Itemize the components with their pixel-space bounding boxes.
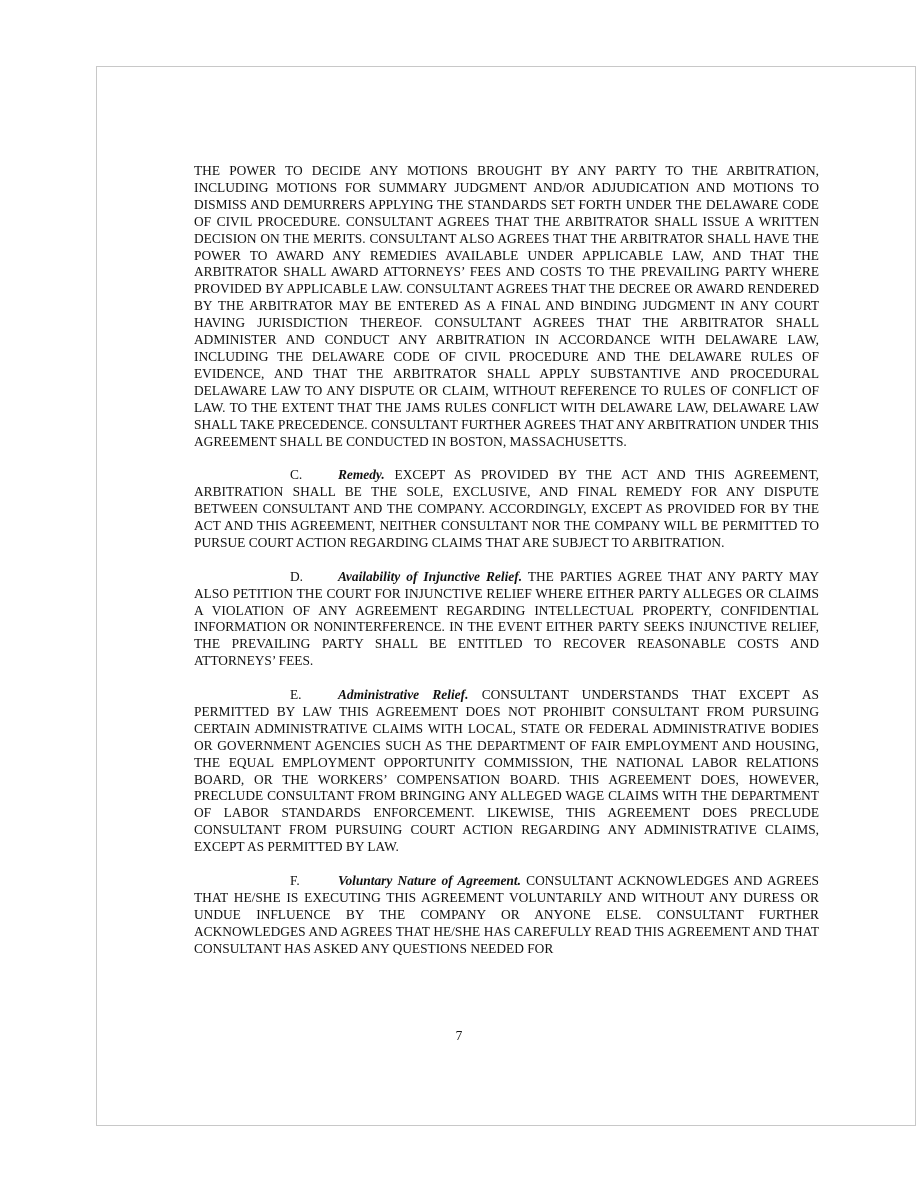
paragraph-continuation xyxy=(194,163,819,450)
section-letter: F. xyxy=(290,873,300,888)
section-letter: E. xyxy=(290,687,302,703)
paragraph-remedy xyxy=(194,467,819,552)
paragraph-text: THE POWER TO DECIDE ANY MOTIONS BROUGHT BY ANY PARTY TO THE ARBITRATION, INCLUDING MOTIONS FOR SUMMARY JUDGMENT AND/OR ADJUDICATION AND MOTIONS TO DISMISS AND DEMURRERS APPLYING THE STANDARDS SET FORTH UNDER THE DELAWARE CODE OF CIVIL PROCEDURE. CONSULTANT AGREES THAT THE ARBITRATOR SHALL ISSUE A WRITTEN DECISION ON THE MERITS. CONSULTANT ALSO AGREES THAT THE ARBITRATOR SHALL HAVE THE POWER TO AWARD ANY REMEDIES AVAILABLE UNDER APPLICABLE LAW, AND THAT THE ARBITRATOR SHALL AWARD ATTORNEYS’ FEES AND COSTS TO THE PREVAILING PARTY WHERE PROVIDED BY APPLICABLE LAW. CONSULTANT AGREES THAT THE DECREE OR AWARD RENDERED BY THE ARBITRATOR MAY BE ENTERED AS A FINAL AND BINDING JUDGMENT IN ANY COURT HAVING JURISDICTION THEREOF. CONSULTANT AGREES THAT THE ARBITRATOR SHALL ADMINISTER AND CONDUCT ANY ARBITRATION IN ACCORDANCE WITH DELAWARE LAW, INCLUDING THE DELAWARE CODE OF CIVIL PROCEDURE AND THE DELAWARE RULES OF EVIDENCE, AND THAT THE ARBITRATOR SHALL APPLY SUBSTANTIVE AND PROCEDURAL DELAWARE LAW TO ANY DISPUTE OR CLAIM, WITHOUT REFERENCE TO RULES OF CONFLICT OF LAW. TO THE EXTENT THAT THE JAMS RULES CONFLICT WITH DELAWARE LAW, DELAWARE LAW SHALL TAKE PRECEDENCE. CONSULTANT FURTHER AGREES THAT ANY ARBITRATION UNDER THIS AGREEMENT SHALL BE CONDUCTED IN BOSTON, MASSACHUSETTS. xyxy=(194,163,819,449)
section-heading: Availability of Injunctive Relief. xyxy=(338,568,523,584)
paragraph-voluntary-nature xyxy=(194,873,819,958)
section-letter: D. xyxy=(290,568,304,584)
section-heading: Administrative Relief. xyxy=(338,687,469,703)
paragraph-text: EXCEPT AS PROVIDED BY THE ACT AND THIS AGREEMENT, ARBITRATION SHALL BE THE SOLE, EXCLUSIVE, AND FINAL REMEDY FOR ANY DISPUTE BETWEEN CONSULTANT AND THE COMPANY. ACCORDINGLY, EXCEPT AS PROVIDED FOR BY THE ACT AND THIS AGREEMENT, NEITHER CONSULTANT NOR THE COMPANY WILL BE PERMITTED TO PURSUE COURT ACTION REGARDING CLAIMS THAT ARE SUBJECT TO ARBITRATION. xyxy=(194,467,819,550)
paragraph-injunctive-relief xyxy=(194,569,819,670)
page-number: 7 xyxy=(455,1028,463,1043)
paragraph-text: THE PARTIES AGREE THAT ANY PARTY MAY ALSO PETITION THE COURT FOR INJUNCTIVE RELIEF WHERE EITHER PARTY ALLEGES OR CLAIMS A VIOLATION OF ANY AGREEMENT REGARDING INTELLECTUAL PROPERTY, CONFIDENTIAL INFORMATION OR NONINTERFERENCE. IN THE EVENT EITHER PARTY SEEKS INJUNCTIVE RELIEF, THE PREVAILING PARTY SHALL BE ENTITLED TO RECOVER REASONABLE COSTS AND ATTORNEYS’ FEES. xyxy=(194,568,819,669)
paragraph-text: CONSULTANT UNDERSTANDS THAT EXCEPT AS PERMITTED BY LAW THIS AGREEMENT DOES NOT PROHIBIT CONSULTANT FROM PURSUING CERTAIN ADMINISTRATIVE CLAIMS WITH LOCAL, STATE OR FEDERAL ADMINISTRATIVE BODIES OR GOVERNMENT AGENCIES SUCH AS THE DEPARTMENT OF FAIR EMPLOYMENT AND HOUSING, THE EQUAL EMPLOYMENT OPPORTUNITY COMMISSION, THE NATIONAL LABOR RELATIONS BOARD, OR THE WORKERS’ COMPENSATION BOARD. THIS AGREEMENT DOES, HOWEVER, PRECLUDE CONSULTANT FROM BRINGING ANY ALLEGED WAGE CLAIMS WITH THE DEPARTMENT OF LABOR STANDARDS ENFORCEMENT. LIKEWISE, THIS AGREEMENT DOES PRECLUDE CONSULTANT FROM PURSUING COURT ACTION REGARDING ANY ADMINISTRATIVE CLAIMS, EXCEPT AS PERMITTED BY LAW. xyxy=(194,687,820,855)
section-heading: Remedy. xyxy=(338,467,385,483)
section-letter: C. xyxy=(290,467,303,483)
document-body xyxy=(194,163,819,974)
paragraph-text: CONSULTANT ACKNOWLEDGES AND AGREES THAT HE/SHE IS EXECUTING THIS AGREEMENT VOLUNTARILY AND WITHOUT ANY DURESS OR UNDUE INFLUENCE BY THE COMPANY OR ANYONE ELSE. CONSULTANT FURTHER ACKNOWLEDGES AND AGREES THAT HE/SHE HAS CAREFULLY READ THIS AGREEMENT AND THAT CONSULTANT HAS ASKED ANY QUESTIONS NEEDED FOR xyxy=(194,873,819,956)
section-heading: Voluntary Nature of Agreement. xyxy=(338,873,521,888)
paragraph-administrative-relief xyxy=(194,687,819,856)
